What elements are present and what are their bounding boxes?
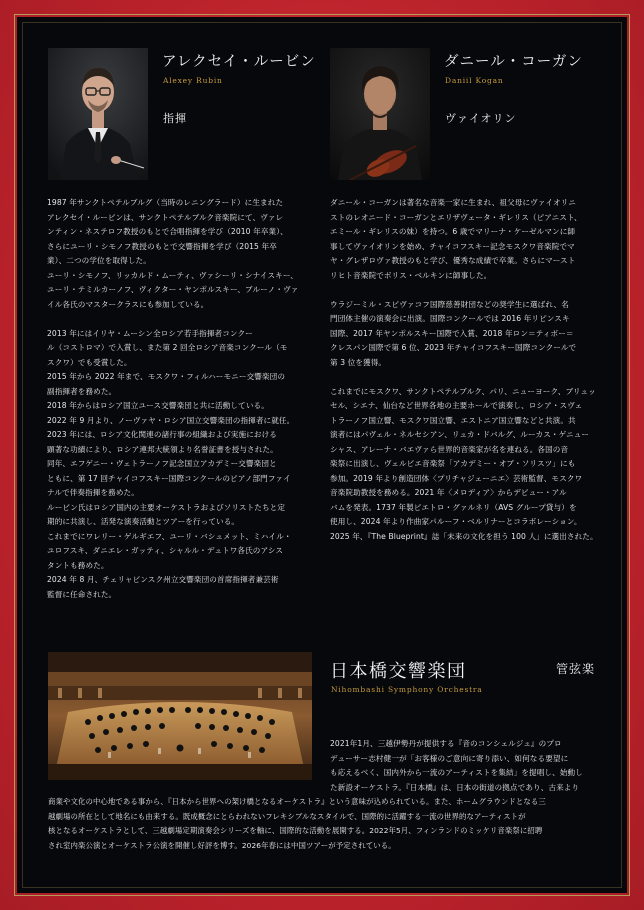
bio-line: トラーノフ国立響、モスクワ国立響、エストニア国立響などと共演。共 [330, 415, 576, 425]
bio-line: イル各氏のマスタークラスにも参加している。 [47, 299, 209, 309]
bio-line: ルービン氏はロシア国内の主要オーケストラおよびソリストたちと定 [47, 502, 286, 512]
kogan-role: ヴァイオリン [445, 112, 517, 125]
orchestra-name-jp: 日本橋交響楽団 [330, 661, 467, 682]
rubin-role: 指揮 [163, 112, 187, 125]
kogan-portrait [330, 48, 430, 180]
bio-line: 越劇場の所在として地名にも由来する。既成概念にとらわれないフレキシブルなスタイルで、国際的に活躍する一流の世界的なアーティストが [48, 811, 526, 821]
bio-line: ユーリ・シモノフ、リッカルド・ムーティ、ヴァシーリ・シナイスキー、 [47, 270, 298, 280]
bio-line: ンティン・ネステロフ教授のもとで合唱指揮を学び（2010 年卒業）、 [47, 227, 288, 236]
bio-line: ストのレオニード・コーガンとエリザヴェータ・ギレリス（ピアニスト、 [330, 212, 582, 222]
bio-line: 商業や文化の中心地である事から、『日本から世界への架け橋となるオーケストラ』という意味が込められている。また、ホームグラウンドとなる三 [48, 797, 546, 806]
bio-line: ともに、第 17 回チャイコフスキー国際コンクールのピアノ部門ファイ [47, 473, 291, 483]
bio-line: リヒト音楽院でボリス・ベルキンに師事した。 [330, 270, 492, 280]
bio-line: 監督に任命された。 [47, 589, 117, 599]
bio-line: され室内楽公演とオーケストラ公演を開催し好評を博す。2026年春には中国ツアーが予定されている。 [48, 840, 396, 850]
bio-line: 国際、2017 年ヤンポルスキー国際で入賞、2018 年ロン＝ティボー＝ [330, 328, 574, 338]
bio-line: 1987 年サンクトペテルブルグ（当時のレニングラード）に生まれた [47, 198, 284, 207]
rubin-biography [47, 196, 317, 602]
bio-line: ナルで伴奏指揮を務めた。 [47, 488, 139, 497]
rubin-portrait [48, 48, 148, 180]
bio-line: 期的に共演し、活発な演奏活動とツアーを行っている。 [47, 517, 240, 526]
bio-line: 2025 年、『The Blueprint』誌「未来の文化を担う 100 人」に選出された。 [330, 531, 598, 541]
orchestra-biography-upper [330, 737, 620, 795]
bio-line: これまでにワレリー・ゲルギエフ、ユーリ・バシュメット、ミハイル・ [47, 531, 292, 541]
bio-line: 2023 年には、ロシア文化関連の諸行事の組織および実施における [47, 430, 277, 439]
bio-line: ル（コストロマ）で入賞し、また第 2 回全ロシア音楽コンクール（モ [47, 343, 288, 352]
bio-line: 楽祭に出演し、ヴェルビエ音楽祭「アカデミー・オブ・ソリスツ」にも [330, 459, 576, 468]
bio-line: ユロフスキ、ダニエレ・ガッティ、シャルル・デュトワ各氏のアシス [47, 546, 284, 555]
bio-line: ウラジーミル・スピヴァコフ国際慈善財団などの奨学生に選ばれ、名 [330, 299, 569, 309]
bio-line: これまでにモスクワ、サンクトペテルブルク、パリ、ニューヨーク、ブリュッ [330, 386, 596, 396]
bio-line: さらにユーリ・シモノフ教授のもとで交響指揮を学び（2015 年卒 [47, 241, 277, 251]
bio-line: ヤ・グレザロヴァ教授のもと学び、優秀な成績で卒業。さらにマースト [330, 256, 576, 265]
bio-line: シャス、アレーナ・バエヴァら世界的音楽家が名を連ねる。各国の音 [330, 444, 569, 454]
bio-line: アレクセイ・ルービンは、サンクトペテルブルク音楽院にて、ヴァレ [47, 212, 284, 222]
bio-line: 2015 年から 2022 年まで、モスクワ・フィルハーモニー交響楽団の [47, 372, 286, 381]
bio-line: 核となるオーケストラとして、三越劇場定期演奏会シリーズを軸に、国際的な活動を展開する。2022年5月、フィンランドのミッケリ音楽祭に招聘 [48, 826, 543, 835]
bio-line: た新設オーケストラ。『日本橋』は、日本の街道の拠点であり、古来より [330, 782, 580, 792]
bio-line: ユーリ・テミルカーノフ、ヴィクター・ヤンポルスキー、ブルーノ・ヴァ [47, 285, 299, 294]
bio-line: 2018 年からはロシア国立ユース交響楽団と共に活動している。 [47, 401, 269, 410]
bio-line: 事してヴァイオリンを始め、チャイコフスキー記念モスクワ音楽院でマ [330, 241, 575, 251]
bio-line [47, 312, 317, 327]
bio-line: バムを発表。1737 年製ピエトロ・グァルネリ（AVS グループ貸与）を [330, 502, 577, 512]
bio-line: セル、シエナ、仙台など世界各地の主要ホールで演奏し、ロシア・スヴェ [330, 401, 583, 410]
bio-line: 参加。2019 年より創造団体〈プリチャジェーニエ〉芸術監督、モスクワ [330, 473, 583, 483]
bio-line: 業）、二つの学位を取得した。 [47, 256, 151, 265]
bio-line: も応えるべく、国内外から一流のアーティストを集結」を提唱し、始動し [330, 768, 583, 777]
bio-line [330, 283, 610, 298]
bio-line: クレスパン国際で第 6 位、2023 年チャイコフスキー国際コンクールで [330, 343, 577, 352]
bio-line: 2013 年にはイリヤ・ムーシン全ロシア若手指揮者コンクー [47, 328, 253, 338]
orchestra-type: 管弦楽 [556, 662, 596, 676]
bio-line: 2024 年 8 月、チェリャビンスク州立交響楽団の首席指揮者兼芸術 [47, 575, 279, 584]
bio-line: 2021年1月、三越伊勢丹が提供する『音のコンシェルジュ』のプロ [330, 739, 562, 748]
kogan-biography [330, 196, 610, 544]
bio-line: ダニール・コーガンは著名な音楽一家に生まれ、祖父母にヴァイオリニ [330, 198, 576, 207]
bio-line: 門団体主催の演奏会に出演。国際コンクールでは 2016 年リピンスキ [330, 314, 570, 323]
bio-line [330, 370, 610, 385]
orchestra-biography-lower [48, 795, 618, 853]
bio-line: スクワ）でも受賞した。 [47, 357, 132, 367]
bio-line: 音楽院助教授を務める。2021 年〈メロディア〉からデビュー・アル [330, 488, 567, 497]
kogan-name-jp: ダニール・コーガン [444, 54, 583, 70]
bio-line: 第 3 位を獲得。 [330, 357, 387, 367]
bio-line: 演者にはパヴェル・ネルセシアン、リュカ・ドバルグ、ルーカス・ゲニュー [330, 430, 590, 439]
orchestra-name-en: Nihombashi Symphony Orchestra [331, 685, 483, 694]
bio-line: 副指揮者を務めた。 [47, 386, 117, 396]
rubin-name-en: Alexey Rubin [163, 76, 223, 85]
bio-line: 同年、エフゲニー・ヴェトラーノフ記念国立アカデミー交響楽団と [47, 459, 277, 468]
rubin-name-jp: アレクセイ・ルービン [162, 54, 316, 70]
bio-line: 2022 年 9 月より、ノーヴァヤ・ロシア国立交響楽団の指揮者に就任。 [47, 415, 295, 425]
bio-line: エミール・ギレリスの妹）を持つ。6 歳でマリーナ・ケーゼルマンに師 [330, 227, 576, 236]
bio-line: タントも務めた。 [47, 560, 109, 570]
bio-line: デューサー志村健一が「お客様のご意向に寄り添い、如何なる要望に [330, 753, 569, 763]
orchestra-photo [48, 652, 312, 780]
kogan-name-en: Daniil Kogan [445, 76, 504, 85]
bio-line: 顕著な功績により、ロシア連邦大統領より名誉証書を授与された。 [47, 444, 278, 454]
bio-line: 使用し、2024 年より作曲家パルーフ・ベルリナーとコラボレーション。 [330, 517, 582, 526]
